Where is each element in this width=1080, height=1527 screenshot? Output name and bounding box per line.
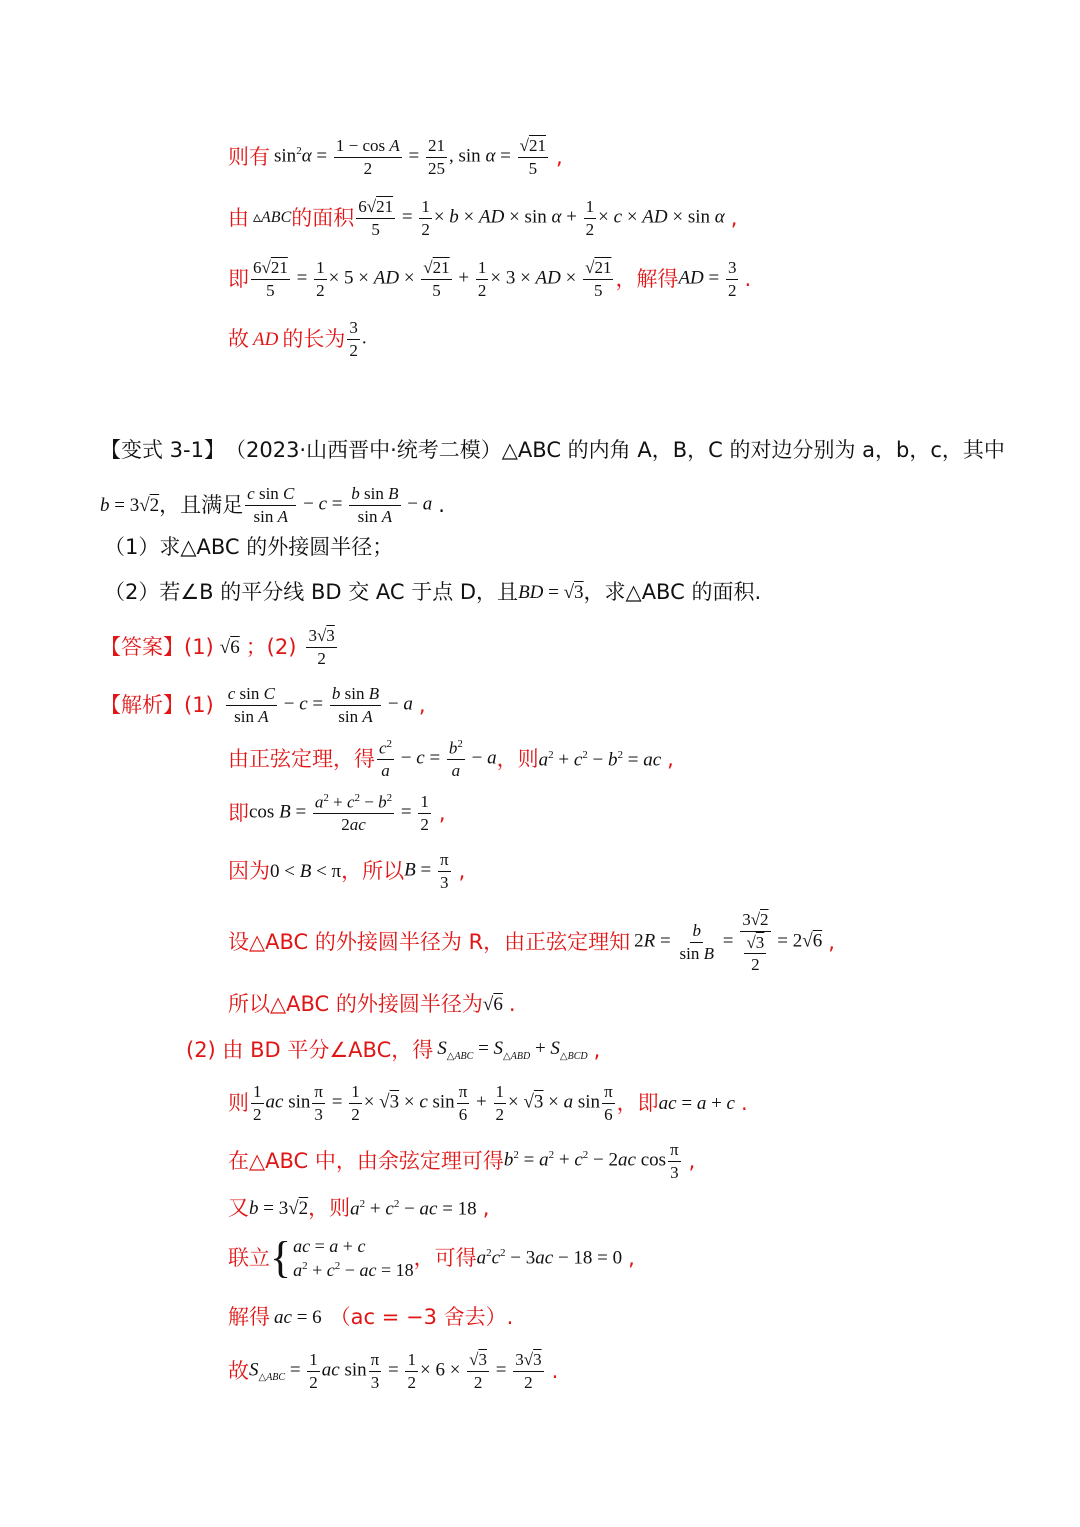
- formula: 2R = $\frac{b}{\text{sin B}}$ = $\frac{3√2}{\frac{√3}{2}}$ = 2√6: [634, 910, 823, 975]
- problem-part-2: [104, 582, 761, 603]
- formula: ac = a + c: [658, 1092, 735, 1114]
- line-text: ，则: [308, 1196, 351, 1220]
- line-text: （ac = −3 舍去）.: [329, 1305, 514, 1329]
- formula: b = 3√2: [249, 1198, 309, 1219]
- analysis-line-10: 联立 { ac = a + c $a^2 + c^2$ − ac = 18 ，可得 $a^2c^2 - 3ac - 18 = 0$ ,: [228, 1233, 635, 1282]
- problem-stem-line-1: [100, 440, 1005, 461]
- line-text: 则: [228, 1090, 249, 1115]
- line-text: ，可得: [413, 1245, 477, 1270]
- bd-value: BD = √3: [518, 582, 584, 603]
- analysis-line-3: 因为 0 < B < π ，所以 B = $\frac{\pi}{3}$ ,: [228, 850, 466, 892]
- line-text: 解得: [228, 1305, 270, 1329]
- equation-system: { ac = a + c $a^2 + c^2$ − ac = 18: [270, 1233, 414, 1282]
- solution-line-3: 即 $\frac{6√21}{5}$ = $\frac{1}{2}$ × 5 × AD × $\frac{√21}{5}$ + $\frac{1}{2}$ × 3 × AD × $\frac{√21}{5}$ ，解得 AD = $\frac{3}{2}$ .: [228, 258, 752, 300]
- ad-length: $\frac{3}{2}$ .: [349, 318, 367, 360]
- answer-area: $\frac{3√3}{2}$: [308, 626, 335, 668]
- analysis-line-4: 设△ABC 的外接圆半径为 R，由正弦定理知 2R = $\frac{b}{\text{sin B}}$ = $\frac{3√2}{\frac{√3}{2}}$ = 2√6 ,: [228, 910, 835, 975]
- analysis-label: 【解析】: [100, 692, 184, 717]
- formula-ad: $\frac{6√21}{5}$ = $\frac{1}{2}$ × 5 × AD × $\frac{√21}{5}$ + $\frac{1}{2}$ × 3 × AD × $\frac{√21}{5}$: [253, 258, 612, 300]
- part-text: ，求△ABC 的面积.: [583, 580, 762, 604]
- line-text: ，则: [496, 746, 539, 771]
- formula: $S_{\triangle ABC} = S_{\triangle ABD} + S_{\triangle BCD}$: [437, 1038, 588, 1062]
- solution-line-2: 由 ▵ABC 的面积 $\frac{6√21}{5}$ = $\frac{1}{2}$ × b × AD × sin α + $\frac{1}{2}$ × c × AD × sin α ,: [228, 197, 738, 239]
- formula: cos B = $\frac{a^2 + c^2 - b^2}{2ac}$ = $\frac{1}{2}$: [249, 792, 429, 835]
- problem-stem: △ABC 的内角 A，B，C 的对边分别为 a，b，c，其中: [501, 438, 1005, 462]
- line-text: 即: [228, 800, 249, 825]
- given-condition: $\frac{\text{c sin C}}{\text{sin A}}$ − c = $\frac{\text{b sin B}}{\text{sin A}}$ − a: [247, 484, 433, 526]
- formula: 0 < B < π: [270, 860, 342, 882]
- formula: $a^2c^2 - 3ac - 18 = 0$: [476, 1247, 623, 1269]
- formula-sin-alpha: $\sin^2\alpha$ = $\frac{\text{1 − cos A}}{2}$ = $\frac{21}{25}$ , sin α = $\frac{√21}{5}$: [274, 136, 546, 178]
- answer-sqrt6: √6: [219, 636, 240, 658]
- ad-result: AD = $\frac{3}{2}$: [678, 258, 737, 300]
- analysis-line-11: [228, 1307, 513, 1328]
- problem-source: （2023·山西晋中·统考二模）: [224, 438, 502, 462]
- line-text: 由正弦定理，得: [228, 746, 375, 771]
- formula: $S_{\triangle ABC}$ = $\frac{1}{2}$ ac sin $\frac{\pi}{3}$ = $\frac{1}{2}$ × 6 × $\frac{√3}{2}$ = $\frac{3√3}{2}$: [249, 1350, 542, 1392]
- line-label: 则有: [228, 144, 270, 169]
- formula: $\frac{1}{2}$ ac sin $\frac{\pi}{3}$ = $\frac{1}{2}$ × √3 × c sin $\frac{\pi}{6}$ + $\frac{1}{2}$ × √3 × a sin $\frac{\pi}{6}$: [253, 1082, 613, 1124]
- answer-label: 【答案】: [100, 634, 184, 659]
- analysis-line-0: 【解析】 (1) $\frac{\text{c sin C}}{\text{sin A}}$ − c = $\frac{\text{b sin B}}{\text{sin A}}$ − a ,: [100, 684, 426, 726]
- line-text: ，所以: [341, 858, 405, 883]
- problem-stem-line-2: b = 3√2 ，且满足 $\frac{\text{c sin C}}{\text{sin A}}$ − c = $\frac{\text{b sin B}}{\text{sin A}}$ − a .: [100, 484, 445, 526]
- formula: $\frac{c^2}{a}$ − c = $\frac{b^2}{a}$ − a: [379, 738, 497, 781]
- solution-line-1: 则有 $\sin^2\alpha$ = $\frac{\text{1 − cos A}}{2}$ = $\frac{21}{25}$ , sin α = $\frac{√21}{5}$ ,: [228, 136, 563, 178]
- ad-symbol: AD: [253, 328, 279, 350]
- line-text: ，解得: [615, 266, 679, 291]
- triangle-abc: ▵ABC: [253, 209, 292, 227]
- formula-area: $\frac{6√21}{5}$ = $\frac{1}{2}$ × b × AD × sin α + $\frac{1}{2}$ × c × AD × sin α: [358, 197, 725, 239]
- line-text: (2) 由 BD 平分∠ABC，得: [186, 1037, 434, 1062]
- part-label: (1): [184, 692, 214, 717]
- line-text: ，即: [616, 1090, 659, 1115]
- formula: $b^2 = a^2 + c^2 - 2ac$ cos $\frac{\pi}{3}$: [503, 1140, 679, 1182]
- line-label: 故: [228, 326, 249, 351]
- line-text: 在△ABC 中，由余弦定理可得: [228, 1148, 504, 1173]
- problem-title: 【变式 3-1】: [100, 438, 225, 462]
- part-text: （1）求△ABC 的外接圆半径；: [104, 535, 394, 559]
- formula: √6: [482, 994, 503, 1015]
- formula: $a^2 + c^2 - b^2$ = ac: [538, 748, 662, 771]
- answer-line: [100, 626, 339, 668]
- analysis-line-12: 故 $S_{\triangle ABC}$ = $\frac{1}{2}$ ac sin $\frac{\pi}{3}$ = $\frac{1}{2}$ × 6 × $\frac{√3}{2}$ = $\frac{3√3}{2}$ .: [228, 1350, 559, 1392]
- formula: $a^2 + c^2$ − ac = 18: [350, 1197, 477, 1220]
- line-label: 由: [228, 205, 249, 230]
- line-text: 又: [228, 1196, 249, 1220]
- formula: ac = 6: [274, 1307, 322, 1328]
- line-text: 故: [228, 1358, 249, 1383]
- solution-line-4: [228, 318, 367, 360]
- line-text: 因为: [228, 858, 270, 883]
- line-text: 联立: [228, 1245, 270, 1270]
- analysis-line-7: 则 $\frac{1}{2}$ ac sin $\frac{\pi}{3}$ = $\frac{1}{2}$ × √3 × c sin $\frac{\pi}{6}$ + $\frac{1}{2}$ × √3 × a sin $\frac{\pi}{6}$ ，即 ac = a + c .: [228, 1082, 748, 1124]
- given-condition-repeat: $\frac{\text{c sin C}}{\text{sin A}}$ − c = $\frac{\text{b sin B}}{\text{sin A}}$ − a: [227, 684, 413, 726]
- line-text: 所以△ABC 的外接圆半径为: [228, 992, 483, 1016]
- answer-separator: ；(2): [245, 634, 297, 659]
- part-text: （2）若∠B 的平分线 BD 交 AC 于点 D，且: [104, 580, 519, 604]
- analysis-line-8: 在△ABC 中，由余弦定理可得 $b^2 = a^2 + c^2 - 2ac$ cos $\frac{\pi}{3}$ ,: [228, 1140, 696, 1182]
- analysis-line-1: 由正弦定理，得 $\frac{c^2}{a}$ − c = $\frac{b^2}{a}$ − a ，则 $a^2 + c^2 - b^2$ = ac ,: [228, 738, 674, 781]
- problem-part-1: [104, 537, 393, 558]
- analysis-line-6: (2) 由 BD 平分∠ABC，得 $S_{\triangle ABC} = S_{\triangle ABD} + S_{\triangle BCD}$ ,: [186, 1037, 601, 1062]
- b-value: b = 3√2: [100, 494, 160, 516]
- line-label: 即: [228, 266, 249, 291]
- line-text: 的面积: [291, 205, 355, 230]
- line-text: 的长为: [282, 326, 346, 351]
- analysis-line-9: 又 b = 3√2 ，则 $a^2 + c^2$ − ac = 18 ,: [228, 1196, 490, 1220]
- analysis-line-2: 即 cos B = $\frac{a^2 + c^2 - b^2}{2ac}$ = $\frac{1}{2}$ ,: [228, 792, 446, 835]
- analysis-line-5: 所以△ABC 的外接圆半径为 √6 .: [228, 992, 516, 1016]
- formula: B = $\frac{\pi}{3}$: [404, 850, 449, 892]
- problem-text: ，且满足: [159, 492, 244, 517]
- answer-part-1: (1): [184, 634, 214, 659]
- line-text: 设△ABC 的外接圆半径为 R，由正弦定理知: [228, 929, 631, 954]
